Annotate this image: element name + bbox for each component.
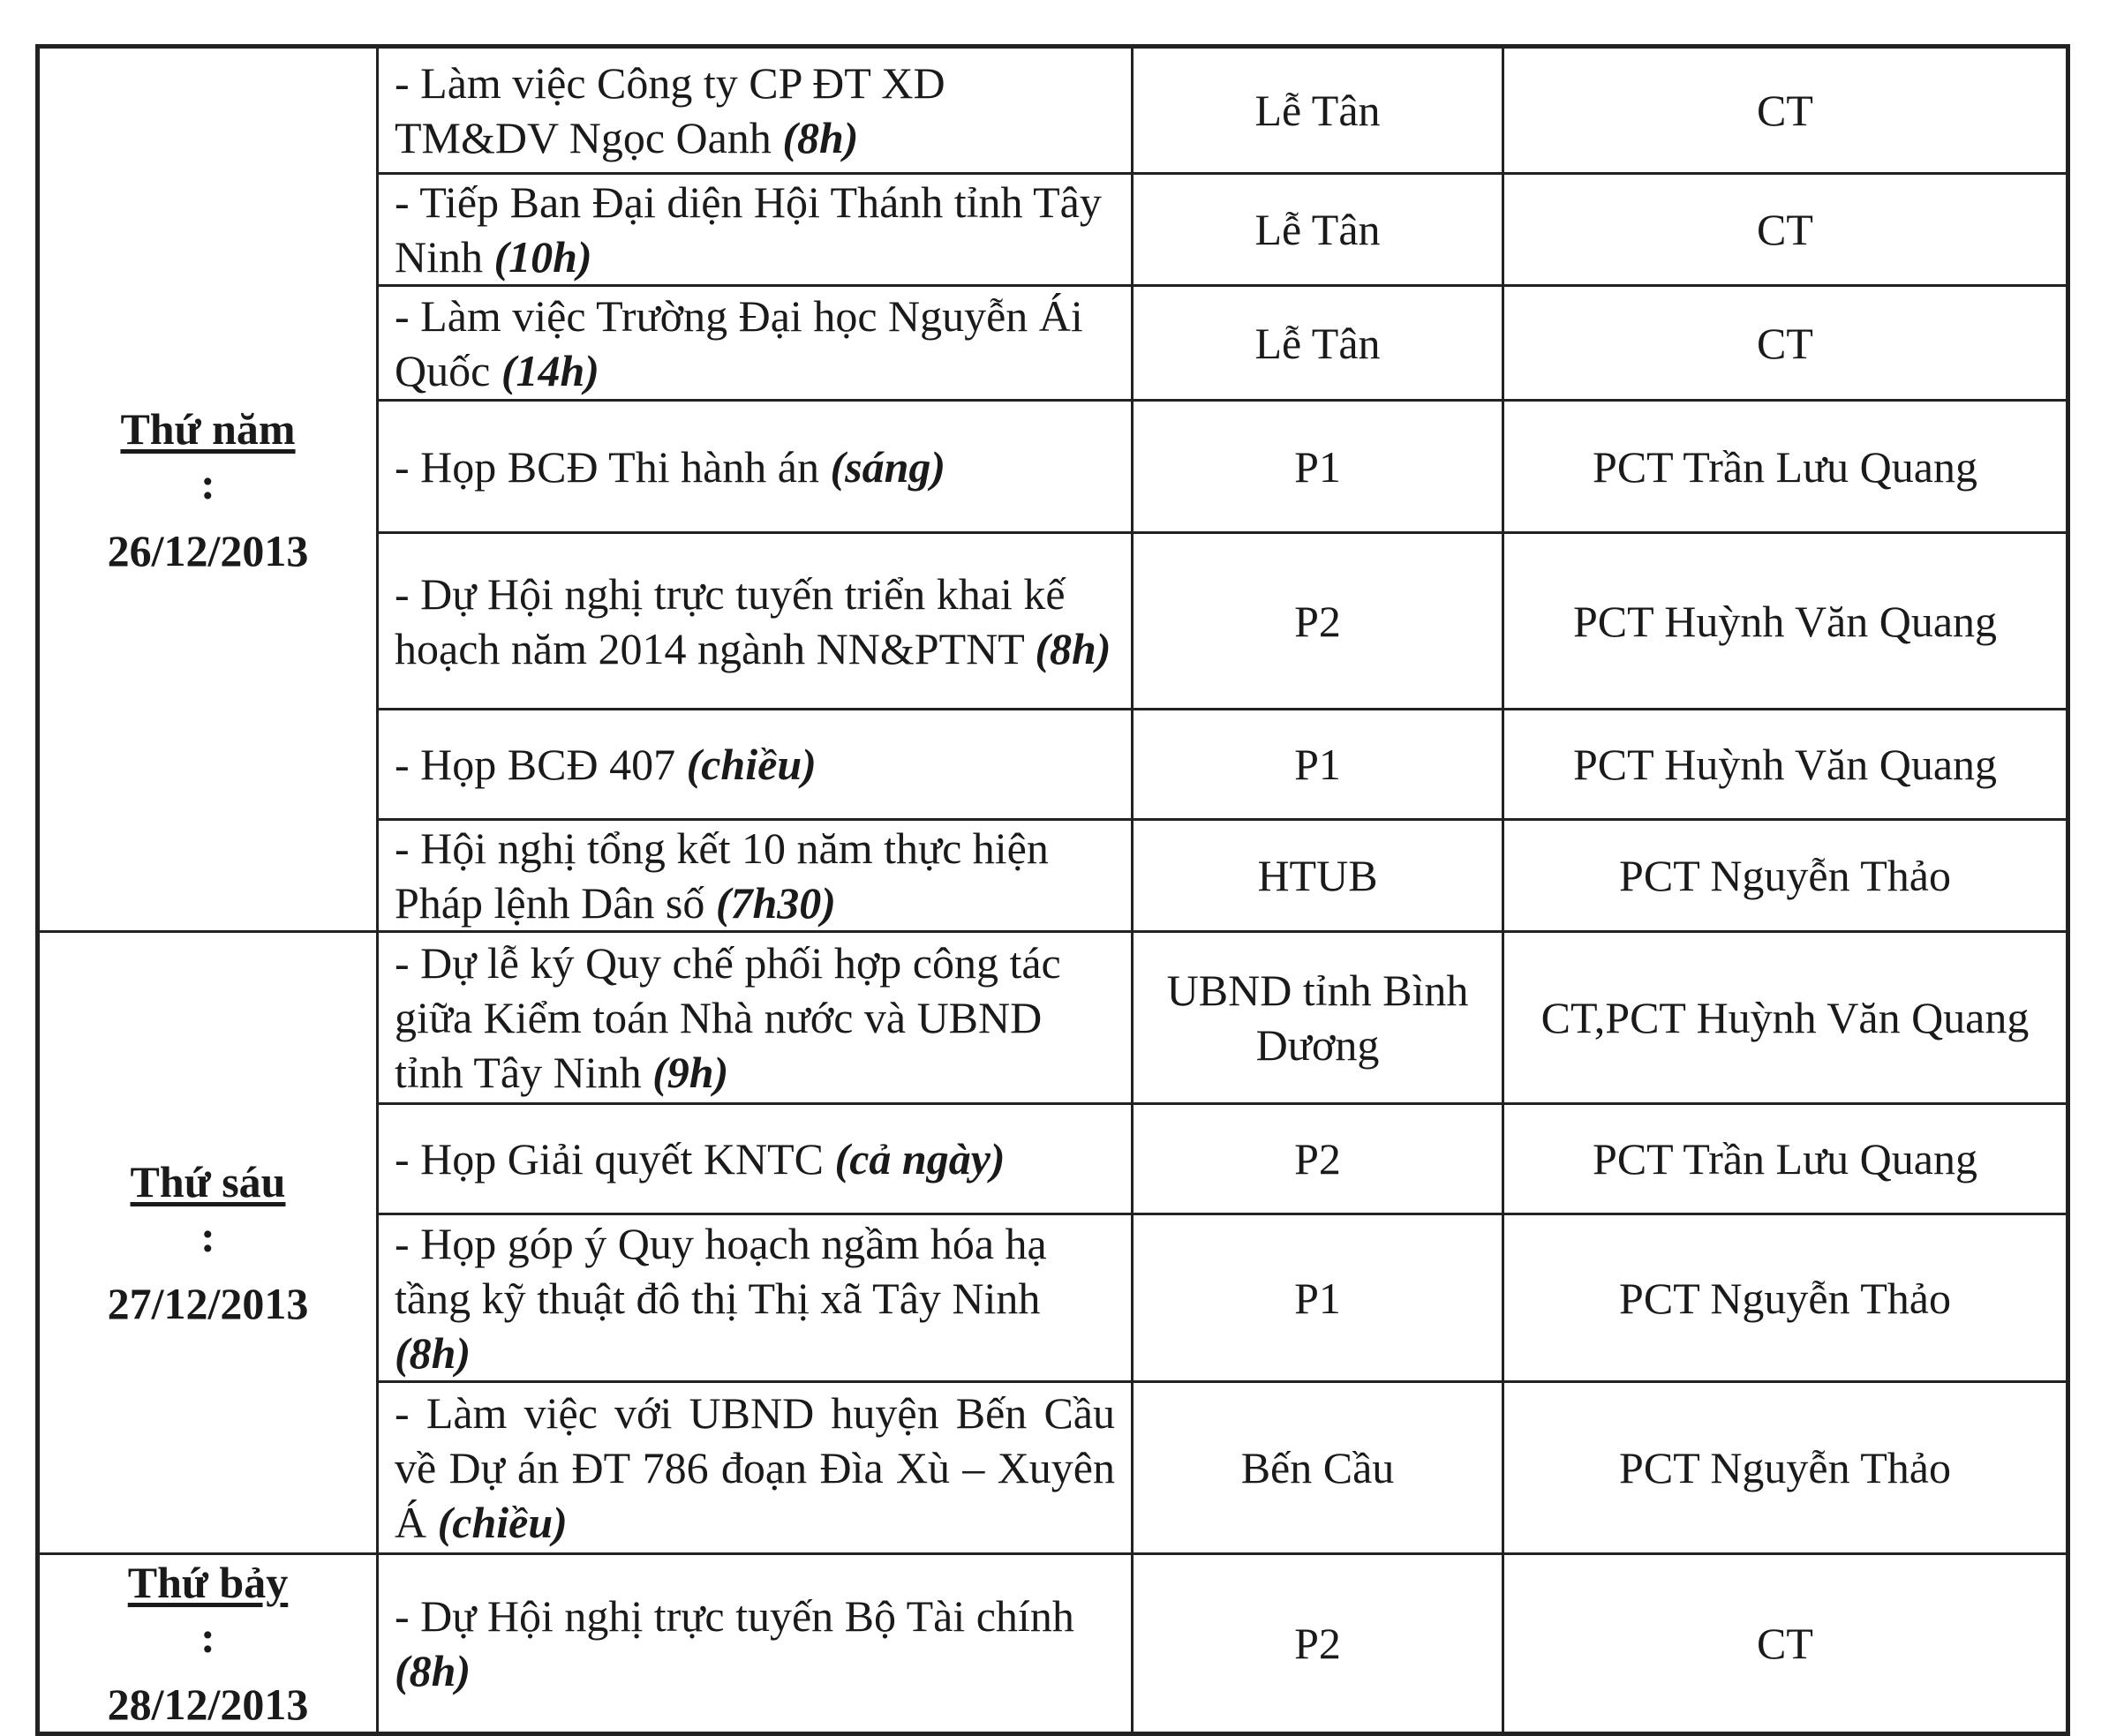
table-row	[38, 932, 2068, 1104]
activity-cell: - Làm việc Công ty CP ĐT XD TM&DV Ngọc Oanh (8h)	[378, 47, 1133, 174]
lead-cell: CT	[1503, 1554, 2068, 1734]
activity-time: (9h)	[652, 1048, 729, 1097]
place-cell: P2	[1133, 1104, 1503, 1214]
activity-cell: - Tiếp Ban Đại diện Hội Thánh tỉnh Tây Ninh (10h)	[378, 174, 1133, 286]
day-name: Thứ sáu	[130, 1157, 286, 1206]
day-date: 28/12/2013	[107, 1680, 309, 1729]
activity-time: (8h)	[782, 113, 859, 162]
activity-cell: - Họp Giải quyết KNTC (cả ngày)	[378, 1104, 1133, 1214]
lead-cell: PCT Trần Lưu Quang	[1503, 1104, 2068, 1214]
activity-time: (sáng)	[830, 441, 946, 492]
place-cell: P1	[1133, 401, 1503, 533]
lead-cell: PCT Nguyễn Thảo	[1503, 1214, 2068, 1382]
activity-cell: - Họp góp ý Quy hoạch ngầm hóa hạ tầng kỹ thuật đô thị Thị xã Tây Ninh (8h)	[378, 1214, 1133, 1382]
lead-cell: CT,PCT Huỳnh Văn Quang	[1503, 932, 2068, 1104]
activity-time: (chiều)	[686, 740, 817, 789]
schedule-table	[35, 44, 2070, 1736]
activity-time: (10h)	[493, 232, 592, 282]
activity-cell: - Dự Hội nghị trực tuyến Bộ Tài chính (8h)	[378, 1554, 1133, 1734]
lead-cell: PCT Nguyễn Thảo	[1503, 1382, 2068, 1554]
lead-cell: PCT Huỳnh Văn Quang	[1503, 533, 2068, 710]
schedule-page	[35, 44, 2066, 1736]
place-cell: P2	[1133, 1554, 1503, 1734]
place-cell: P2	[1133, 533, 1503, 710]
activity-cell: - Hội nghị tổng kết 10 năm thực hiện Pháp lệnh Dân số (7h30)	[378, 820, 1133, 932]
activity-time: (cả ngày)	[834, 1134, 1006, 1184]
activity-cell: - Dự lễ ký Quy chế phối hợp công tác giữa Kiểm toán Nhà nước và UBND tỉnh Tây Ninh (9h)	[378, 932, 1133, 1104]
day-name: Thứ bảy	[127, 1558, 289, 1607]
place-cell: Lễ Tân	[1133, 174, 1503, 286]
lead-cell: PCT Huỳnh Văn Quang	[1503, 710, 2068, 820]
activity-time: (14h)	[501, 345, 599, 395]
activity-time: (8h)	[395, 1327, 471, 1378]
day-date: 26/12/2013	[107, 525, 309, 575]
day-cell-friday: Thứ sáu : 27/12/2013	[38, 932, 378, 1554]
day-cell-saturday: Thứ bảy : 28/12/2013	[38, 1554, 378, 1734]
activity-time: (8h)	[395, 1646, 471, 1695]
activity-cell: - Làm việc với UBND huyện Bến Cầu về Dự án ĐT 786 đoạn Đìa Xù – Xuyên Á (chiều)	[378, 1382, 1133, 1554]
activity-time: (chiều)	[437, 1498, 568, 1547]
activity-time: (7h30)	[715, 878, 836, 928]
place-cell: Bến Cầu	[1133, 1382, 1503, 1554]
activity-time: (8h)	[1035, 623, 1111, 673]
place-cell: P1	[1133, 710, 1503, 820]
lead-cell: CT	[1503, 47, 2068, 174]
place-cell: HTUB	[1133, 820, 1503, 932]
day-name: Thứ năm	[120, 403, 296, 454]
activity-cell: - Họp BCĐ 407 (chiều)	[378, 710, 1133, 820]
lead-cell: PCT Trần Lưu Quang	[1503, 401, 2068, 533]
table-row	[38, 1554, 2068, 1734]
activity-cell: - Họp BCĐ Thi hành án (sáng)	[378, 401, 1133, 533]
table-row	[38, 47, 2068, 174]
day-date: 27/12/2013	[107, 1279, 309, 1328]
lead-cell: PCT Nguyễn Thảo	[1503, 820, 2068, 932]
lead-cell: CT	[1503, 286, 2068, 401]
place-cell: P1	[1133, 1214, 1503, 1382]
lead-cell: CT	[1503, 174, 2068, 286]
place-cell: UBND tỉnh Bình Dương	[1133, 932, 1503, 1104]
place-cell: Lễ Tân	[1133, 47, 1503, 174]
activity-cell: - Dự Hội nghị trực tuyến triển khai kế hoạch năm 2014 ngành NN&PTNT (8h)	[378, 533, 1133, 710]
place-cell: Lễ Tân	[1133, 286, 1503, 401]
day-cell-thursday: Thứ năm : 26/12/2013	[38, 47, 378, 932]
activity-cell: - Làm việc Trường Đại học Nguyễn Ái Quốc (14h)	[378, 286, 1133, 401]
